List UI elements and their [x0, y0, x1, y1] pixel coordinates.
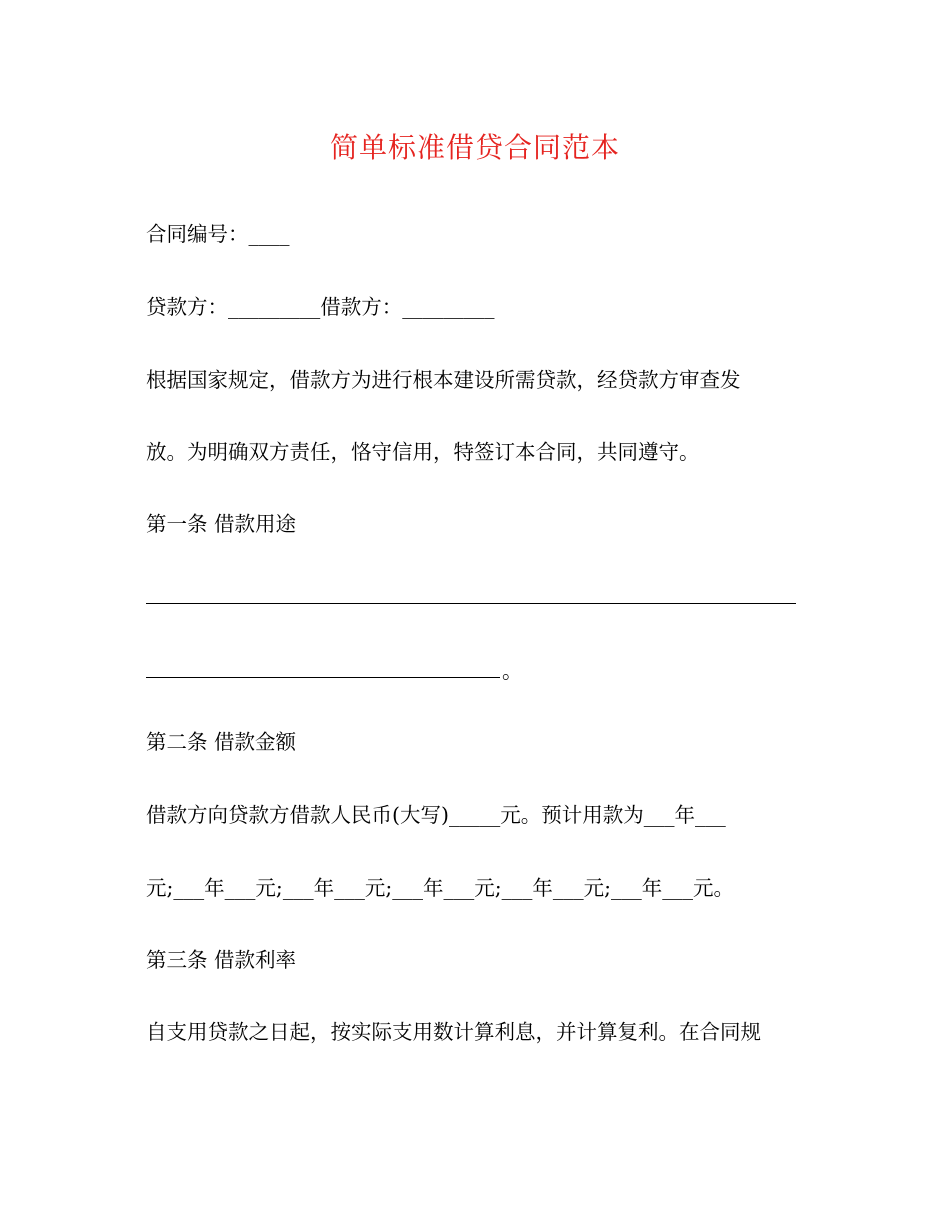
article-1-end-mark: 。 — [502, 659, 523, 683]
article-2-heading: 第二条 借款金额 — [146, 730, 297, 754]
preamble-line-1: 根据国家规定，借款方为进行根本建设所需贷款，经贷款方审查发 — [146, 368, 741, 392]
article-1-heading: 第一条 借款用途 — [146, 512, 297, 536]
article-2-line-1: 借款方向贷款方借款人民币(大写)_____元。预计用款为___年___ — [146, 803, 726, 827]
document-title: 简单标准借贷合同范本 — [329, 131, 620, 164]
contract-number-line: 合同编号：____ — [146, 222, 290, 246]
article-3-line-1: 自支用贷款之日起，按实际支用数计算利息，并计算复利。在合同规 — [146, 1020, 761, 1044]
article-2-line-2: 元;___年___元;___年___元;___年___元;___年___元;___年___元。 — [146, 876, 735, 900]
article-1-blank-line-1 — [146, 603, 796, 604]
article-3-heading: 第三条 借款利率 — [146, 948, 297, 972]
article-1-blank-line-2 — [146, 677, 500, 678]
parties-line: 贷款方：_________借款方：_________ — [146, 295, 495, 319]
preamble-line-2: 放。为明确双方责任，恪守信用，特签订本合同，共同遵守。 — [146, 440, 700, 464]
